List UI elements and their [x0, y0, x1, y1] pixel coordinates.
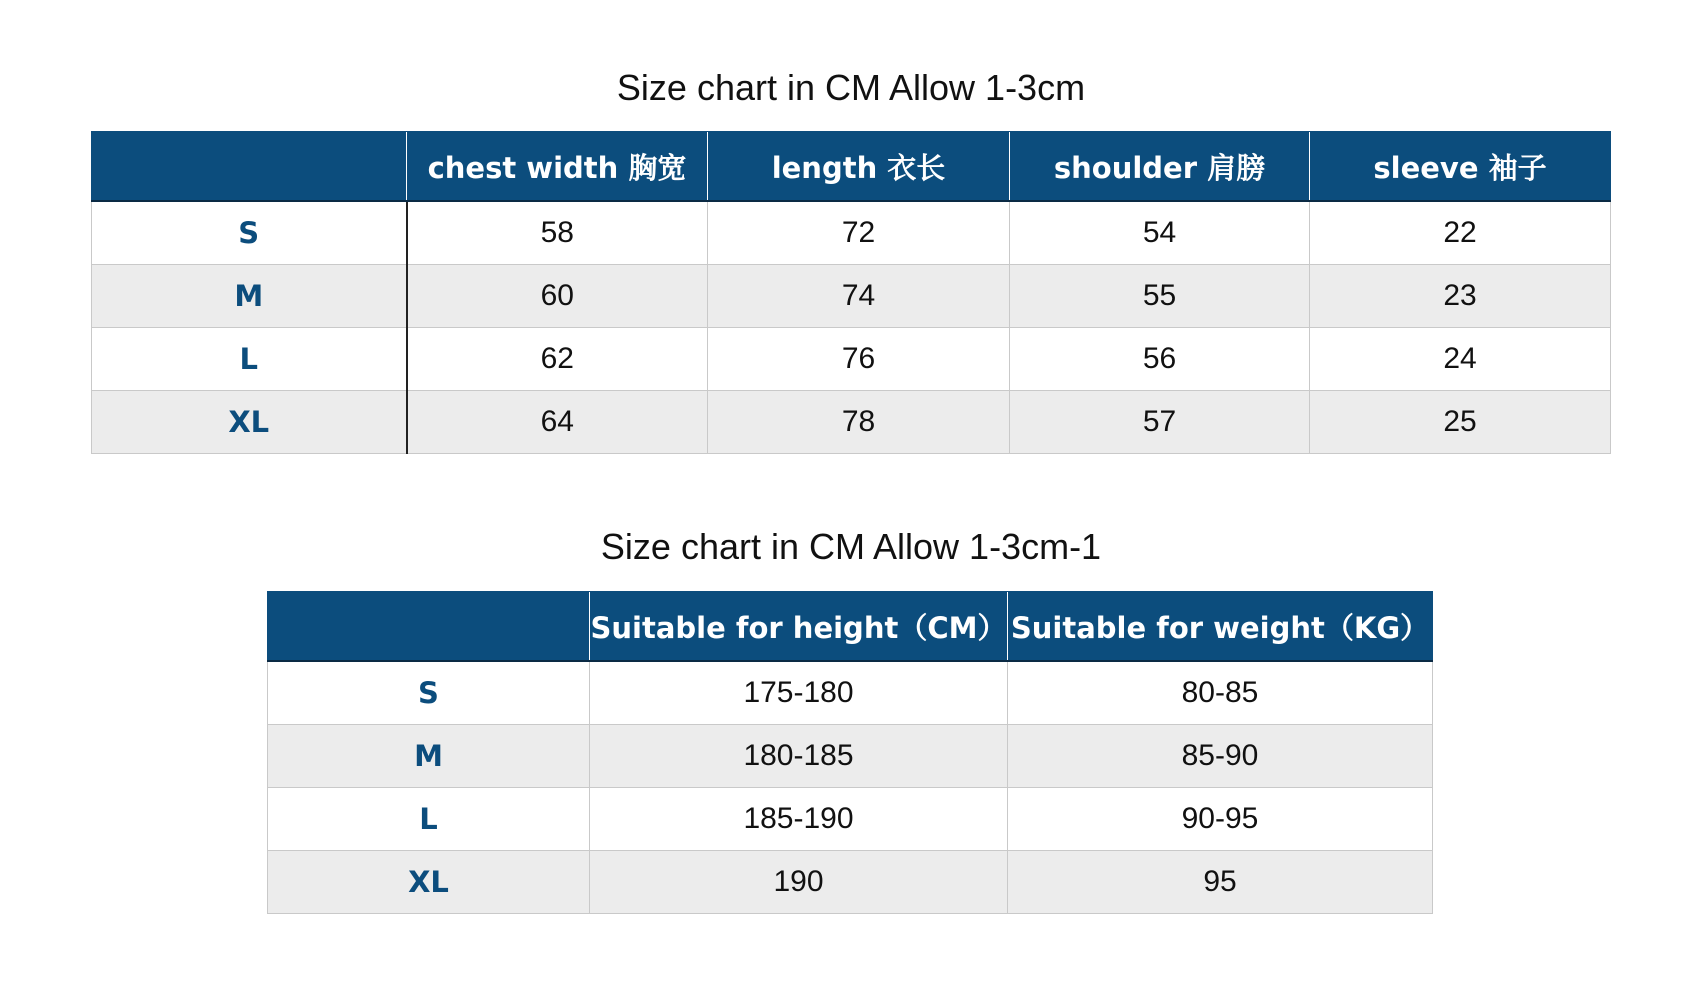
height-range-value: 180-185 [590, 725, 1008, 788]
weight-range-value: 95 [1008, 851, 1433, 914]
fit-chart-table [267, 591, 1433, 914]
size-label: L [92, 328, 407, 391]
size-label: L [268, 788, 590, 851]
height-range-value: 185-190 [590, 788, 1008, 851]
header-chest-width: chest width 胸宽 [407, 132, 708, 202]
table-header-row [92, 132, 1611, 202]
size-label: M [268, 725, 590, 788]
shoulder-value: 56 [1010, 328, 1310, 391]
size-chart-table [91, 131, 1611, 454]
sleeve-value: 25 [1310, 391, 1611, 454]
height-range-value: 175-180 [590, 661, 1008, 725]
size-chart-title: Size chart in CM Allow 1-3cm [616, 67, 1086, 108]
size-label: XL [268, 851, 590, 914]
table-row [268, 725, 1433, 788]
table-row [92, 391, 1611, 454]
header-size-column [92, 132, 407, 202]
length-value: 76 [708, 328, 1010, 391]
chest-width-value: 62 [407, 328, 708, 391]
length-value: 74 [708, 265, 1010, 328]
shoulder-value: 54 [1010, 201, 1310, 265]
weight-range-value: 80-85 [1008, 661, 1433, 725]
sleeve-value: 23 [1310, 265, 1611, 328]
table-row [268, 788, 1433, 851]
header-suitable-weight: Suitable for weight（KG） [1008, 592, 1433, 662]
header-size-column [268, 592, 590, 662]
height-range-value: 190 [590, 851, 1008, 914]
sleeve-value: 22 [1310, 201, 1611, 265]
header-suitable-height: Suitable for height（CM） [590, 592, 1008, 662]
length-value: 72 [708, 201, 1010, 265]
shoulder-value: 55 [1010, 265, 1310, 328]
table-row [92, 201, 1611, 265]
weight-range-value: 90-95 [1008, 788, 1433, 851]
table-row [268, 661, 1433, 725]
size-label: M [92, 265, 407, 328]
sleeve-value: 24 [1310, 328, 1611, 391]
size-label: XL [92, 391, 407, 454]
weight-range-value: 85-90 [1008, 725, 1433, 788]
shoulder-value: 57 [1010, 391, 1310, 454]
table-row [92, 265, 1611, 328]
chest-width-value: 64 [407, 391, 708, 454]
header-length: length 衣长 [708, 132, 1010, 202]
table-header-row [268, 592, 1433, 662]
table-row [92, 328, 1611, 391]
table-row [268, 851, 1433, 914]
header-shoulder: shoulder 肩膀 [1010, 132, 1310, 202]
fit-chart-title: Size chart in CM Allow 1-3cm-1 [600, 526, 1102, 567]
length-value: 78 [708, 391, 1010, 454]
size-label: S [92, 201, 407, 265]
chest-width-value: 60 [407, 265, 708, 328]
header-sleeve: sleeve 袖子 [1310, 132, 1611, 202]
size-label: S [268, 661, 590, 725]
chest-width-value: 58 [407, 201, 708, 265]
